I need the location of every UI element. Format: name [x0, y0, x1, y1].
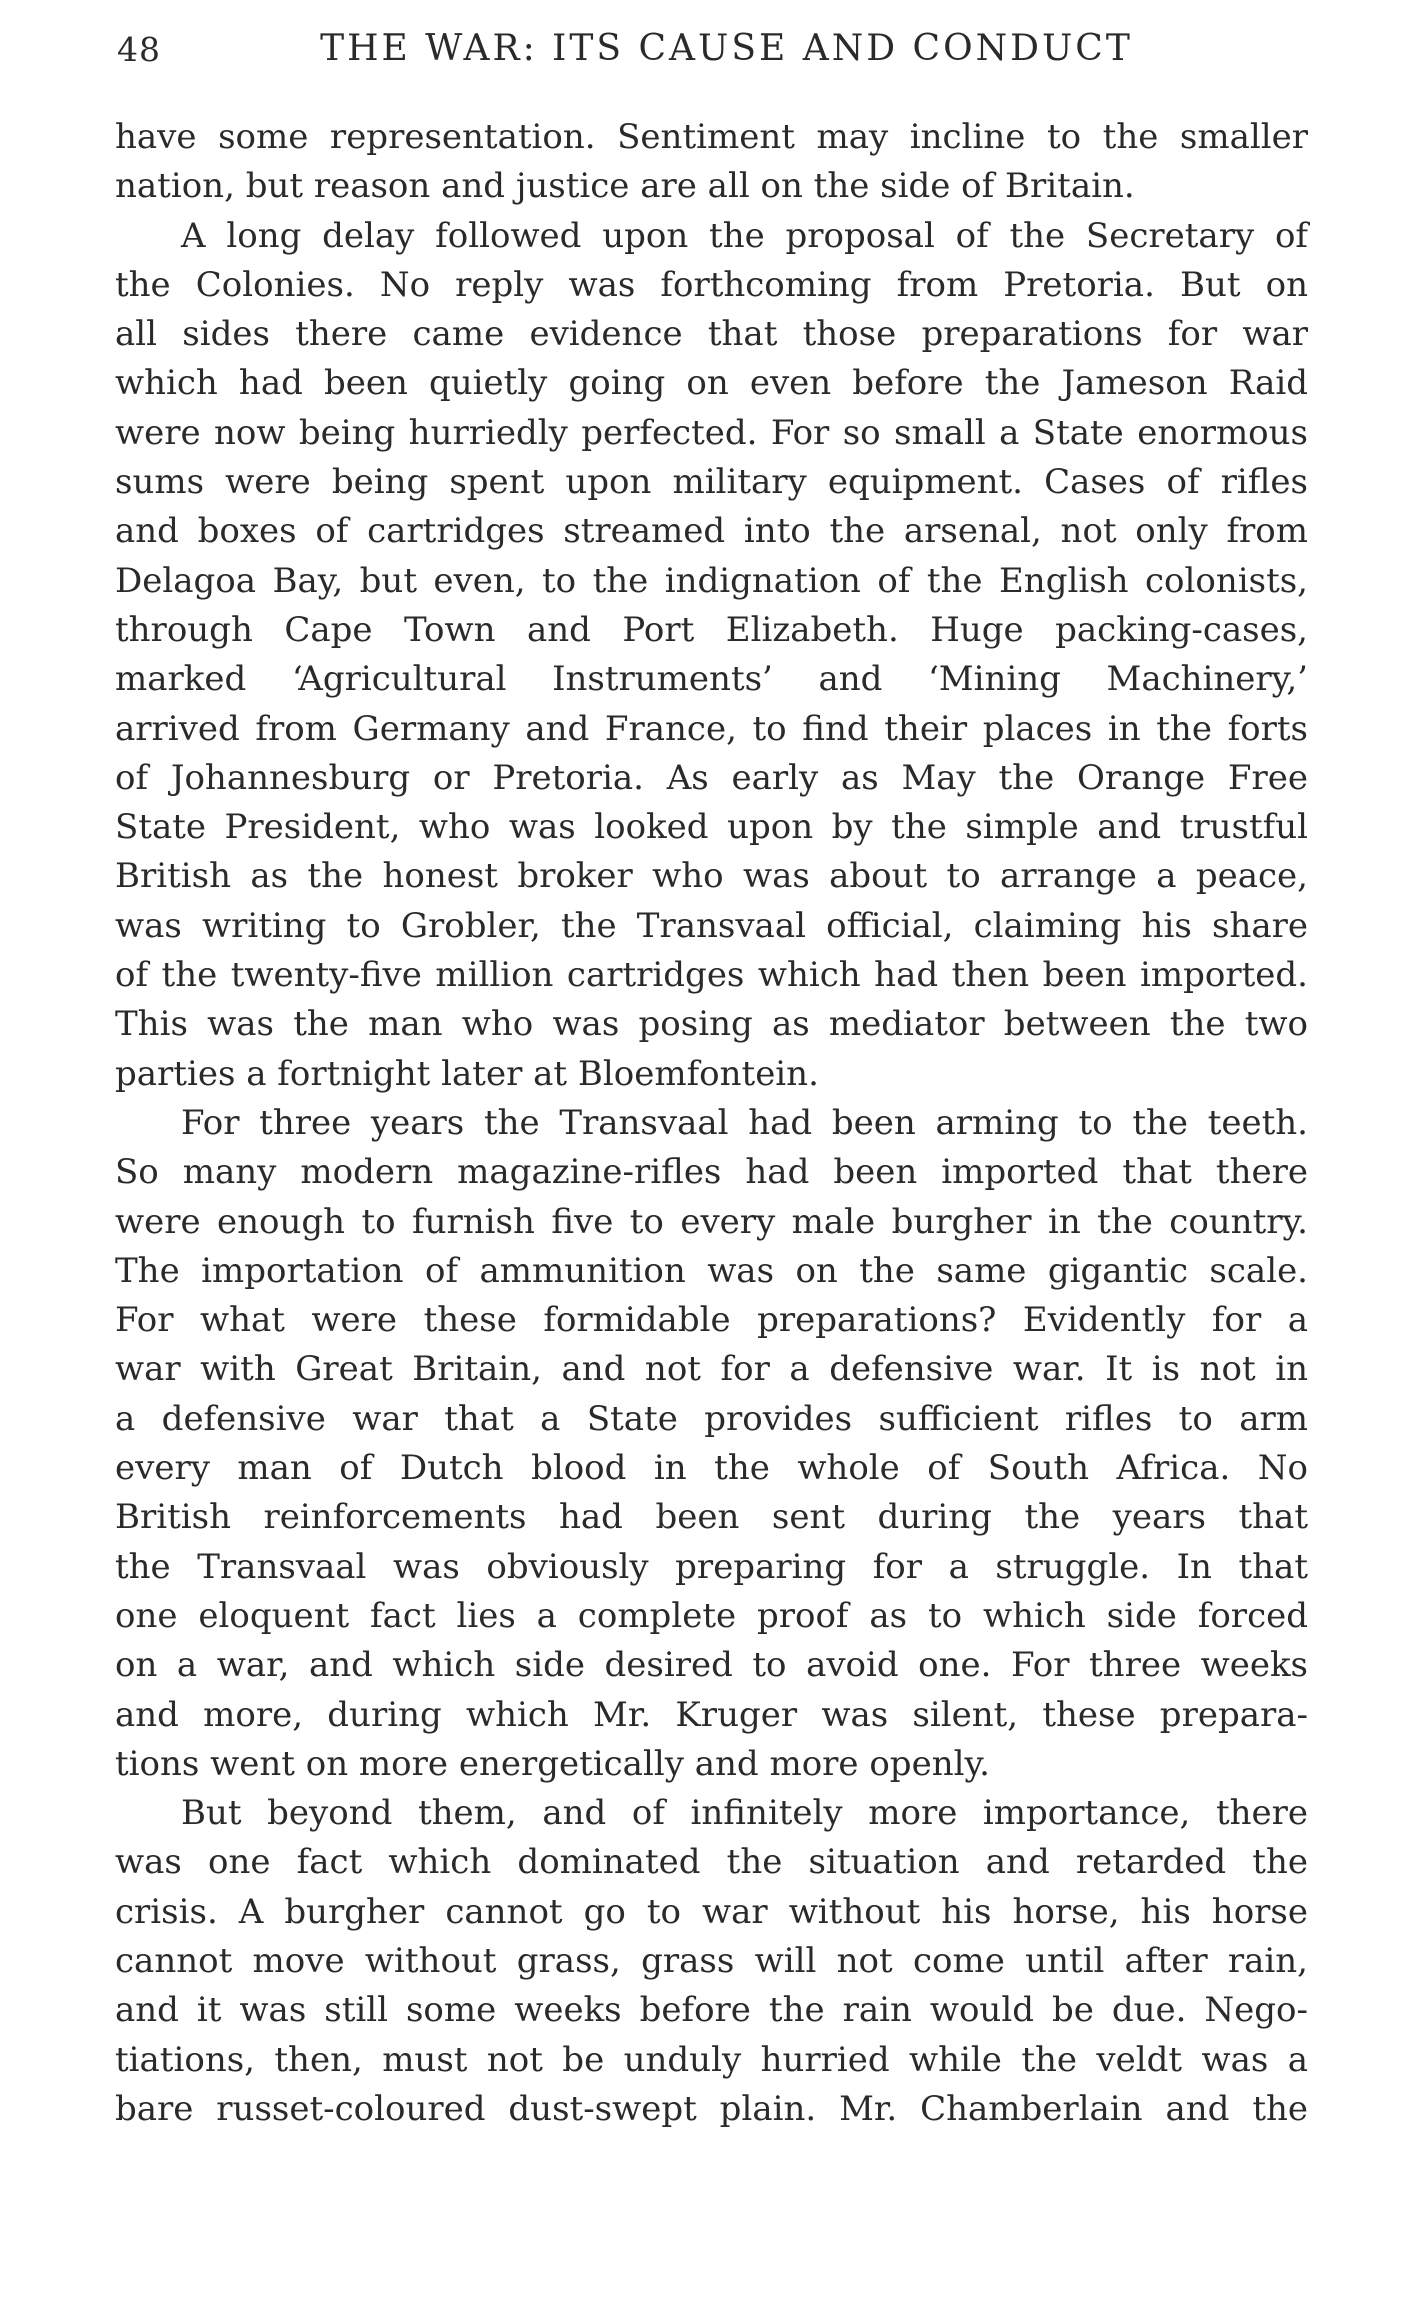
- text-line: were now being hurriedly perfected. For so small a State enormous: [115, 412, 1308, 453]
- text-line: the Colonies. No reply was forthcoming from Pretoria. But on: [115, 264, 1308, 305]
- text-line: which had been quietly going on even before the Jameson Raid: [115, 363, 1308, 404]
- text-line: For what were these formidable preparations? Evidently for a: [115, 1300, 1308, 1341]
- paragraph: [115, 1099, 1308, 1789]
- paragraph: [115, 113, 1308, 212]
- text-line: British as the honest broker who was about to arrange a peace,: [115, 856, 1308, 897]
- text-line: and it was still some weeks before the rain would be due. Nego-: [115, 1990, 1308, 2031]
- text-line: war with Great Britain, and not for a defensive war. It is not in: [115, 1349, 1308, 1390]
- paragraph: [115, 212, 1308, 1099]
- running-title: THE WAR: ITS CAUSE AND CONDUCT: [320, 28, 1133, 69]
- text-line: through Cape Town and Port Elizabeth. Huge packing-cases,: [115, 609, 1308, 650]
- text-line: arrived from Germany and France, to find their places in the forts: [115, 708, 1308, 749]
- text-line: all sides there came evidence that those preparations for war: [115, 314, 1308, 355]
- text-line: of Johannesburg or Pretoria. As early as May the Orange Free: [115, 757, 1308, 798]
- text-line: was one fact which dominated the situation and retarded the: [115, 1842, 1308, 1883]
- text-line: the Transvaal was obviously preparing for a struggle. In that: [115, 1546, 1308, 1587]
- text-line: parties a fortnight later at Bloemfontein.: [115, 1053, 819, 1094]
- text-line: A long delay followed upon the proposal of the Secretary of: [181, 215, 1308, 256]
- text-line: tions went on more energetically and more openly.: [115, 1743, 990, 1784]
- paragraph: [115, 1789, 1308, 2134]
- text-line: cannot move without grass, grass will not come until after rain,: [115, 1940, 1308, 1981]
- text-line: every man of Dutch blood in the whole of South Africa. No: [115, 1448, 1308, 1489]
- text-line: have some representation. Sentiment may incline to the smaller: [115, 117, 1308, 157]
- text-line: tiations, then, must not be unduly hurried while the veldt was a: [115, 2039, 1308, 2080]
- running-header: [115, 22, 1308, 82]
- text-line: nation, but reason and justice are all on the side of Britain.: [115, 166, 1135, 207]
- text-line: For three years the Transvaal had been arming to the teeth.: [181, 1102, 1308, 1143]
- text-line: on a war, and which side desired to avoid one. For three weeks: [115, 1645, 1308, 1686]
- text-line: and more, during which Mr. Kruger was silent, these prepara-: [115, 1694, 1308, 1735]
- text-line: British reinforcements had been sent during the years that: [115, 1497, 1308, 1538]
- text-line: This was the man who was posing as mediator between the two: [115, 1004, 1308, 1045]
- text-line: State President, who was looked upon by the simple and trustful: [115, 807, 1308, 848]
- text-line: of the twenty-five million cartridges which had then been imported.: [115, 955, 1308, 996]
- text-line: crisis. A burgher cannot go to war without his horse, his horse: [115, 1891, 1308, 1932]
- text-line: a defensive war that a State provides sufficient rifles to arm: [115, 1398, 1308, 1439]
- text-line: So many modern magazine-rifles had been imported that there: [115, 1152, 1308, 1193]
- text-line: and boxes of cartridges streamed into the arsenal, not only from: [115, 511, 1308, 552]
- text-line: were enough to furnish five to every male burgher in the country.: [115, 1201, 1308, 1242]
- text-line: one eloquent fact lies a complete proof as to which side forced: [115, 1595, 1308, 1636]
- text-line: sums were being spent upon military equipment. Cases of rifles: [115, 462, 1308, 503]
- text-line: bare russet-coloured dust-swept plain. Mr. Chamberlain and the: [115, 2088, 1308, 2129]
- text-line: marked ‘Agricultural Instruments’ and ‘Mining Machinery,’: [115, 659, 1308, 700]
- text-line: But beyond them, and of infinitely more importance, there: [181, 1793, 1308, 1834]
- text-line: was writing to Grobler, the Transvaal official, claiming his share: [115, 905, 1308, 946]
- page-body: [115, 113, 1308, 2134]
- text-line: Delagoa Bay, but even, to the indignation of the English colonists,: [115, 560, 1308, 601]
- page-number: 48: [117, 30, 161, 69]
- text-line: The importation of ammunition was on the same gigantic scale.: [115, 1250, 1308, 1291]
